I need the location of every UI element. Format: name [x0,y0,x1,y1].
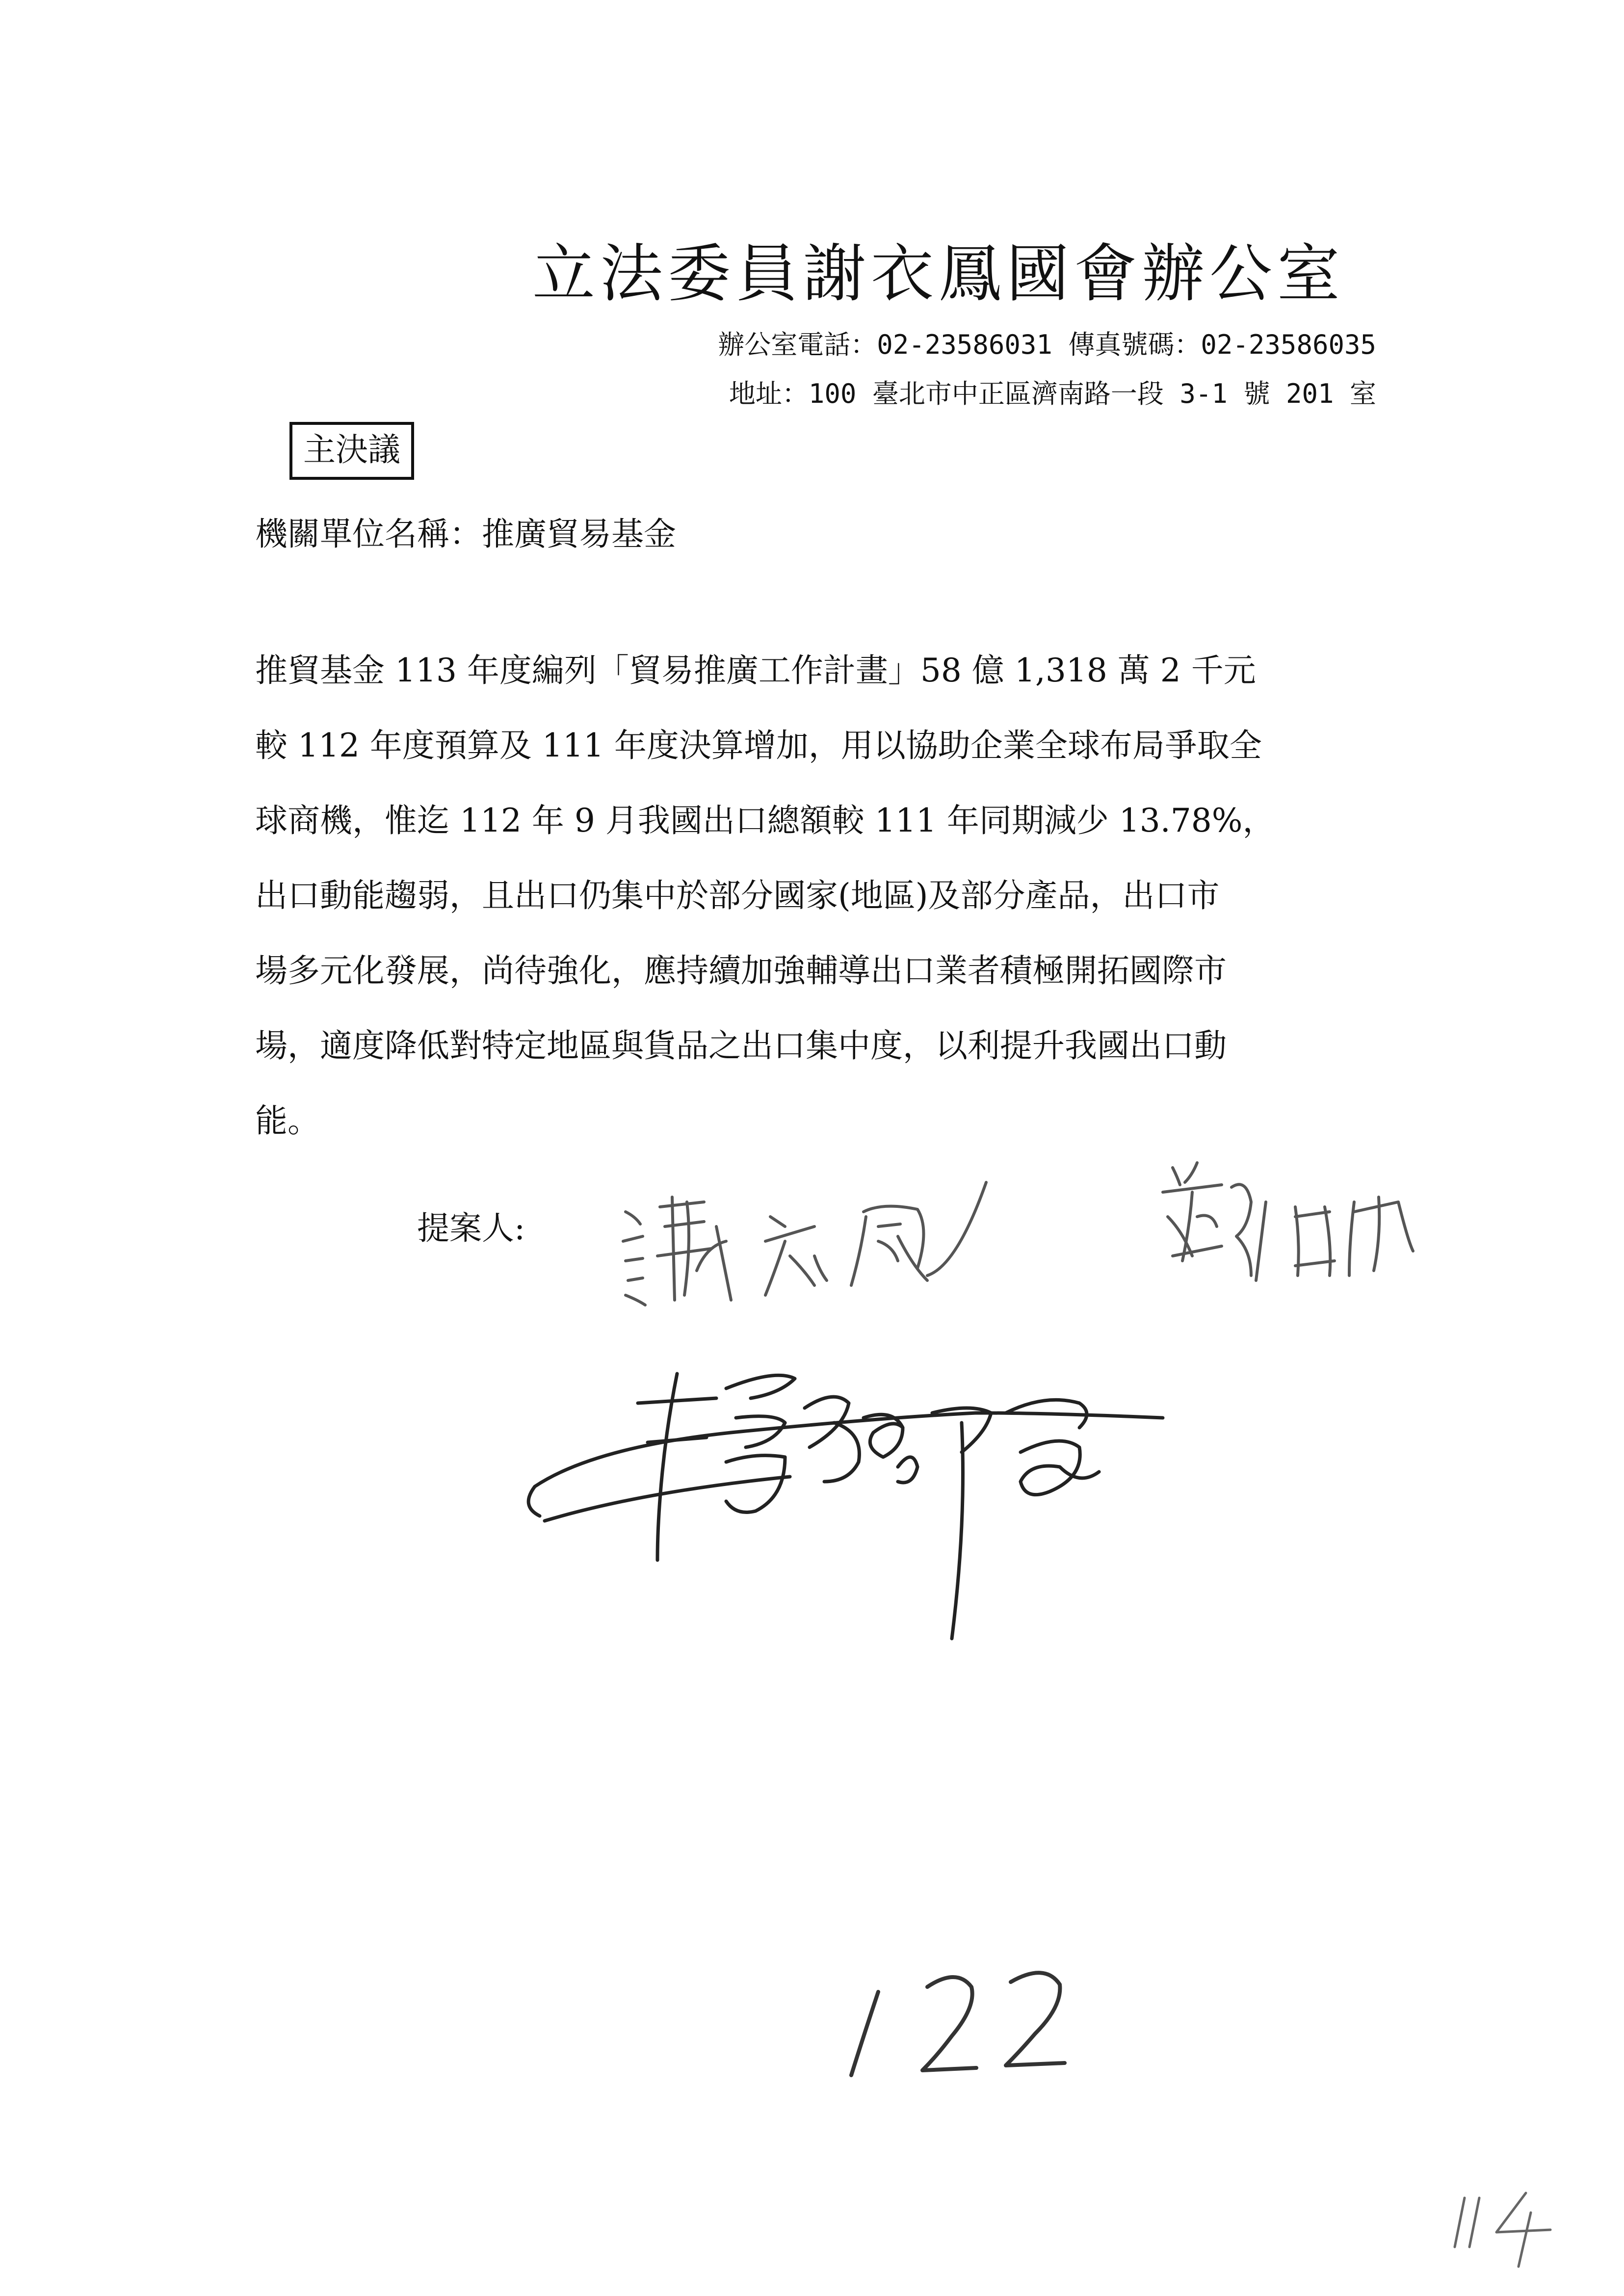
handwritten-page-number [851,1973,1065,2075]
body-line: 場，適度降低對特定地區與貨品之出口集中度，以利提升我國出口動 [255,1027,1227,1065]
signature-3 [528,1374,1163,1639]
body-line: 較 112 年度預算及 111 年度決算增加，用以協助企業全球布局爭取全 [255,727,1262,764]
proposer-label: 提案人: [417,1209,525,1247]
body-line: 球商機，惟迄 112 年 9 月我國出口總額較 111 年同期減少 13.78%， [255,802,1275,839]
signature-2 [1163,1163,1413,1280]
body-line: 能。 [255,1102,320,1140]
handwritten-sheet-number [1455,2193,1550,2267]
resolution-body [255,633,1384,1158]
agency-name-line: 機關單位名稱：推廣貿易基金 [255,515,676,553]
office-title: 立法委員謝衣鳳國會辦公室 [532,237,1345,311]
office-address: 地址：100 臺北市中正區濟南路一段 3-1 號 201 室 [729,378,1376,409]
body-line: 出口動能趨弱，且出口仍集中於部分國家(地區)及部分產品，出口市 [255,877,1220,914]
body-line: 推貿基金 113 年度編列「貿易推廣工作計畫」58 億 1,318 萬 2 千元 [255,652,1256,689]
office-phone-fax: 辦公室電話：02-23586031 傳真號碼：02-23586035 [718,329,1376,360]
main-resolution-label: 主決議 [289,422,414,480]
body-line: 場多元化發展，尚待強化，應持續加強輔導出口業者積極開拓國際市 [255,952,1227,990]
signature-1 [623,1182,986,1305]
